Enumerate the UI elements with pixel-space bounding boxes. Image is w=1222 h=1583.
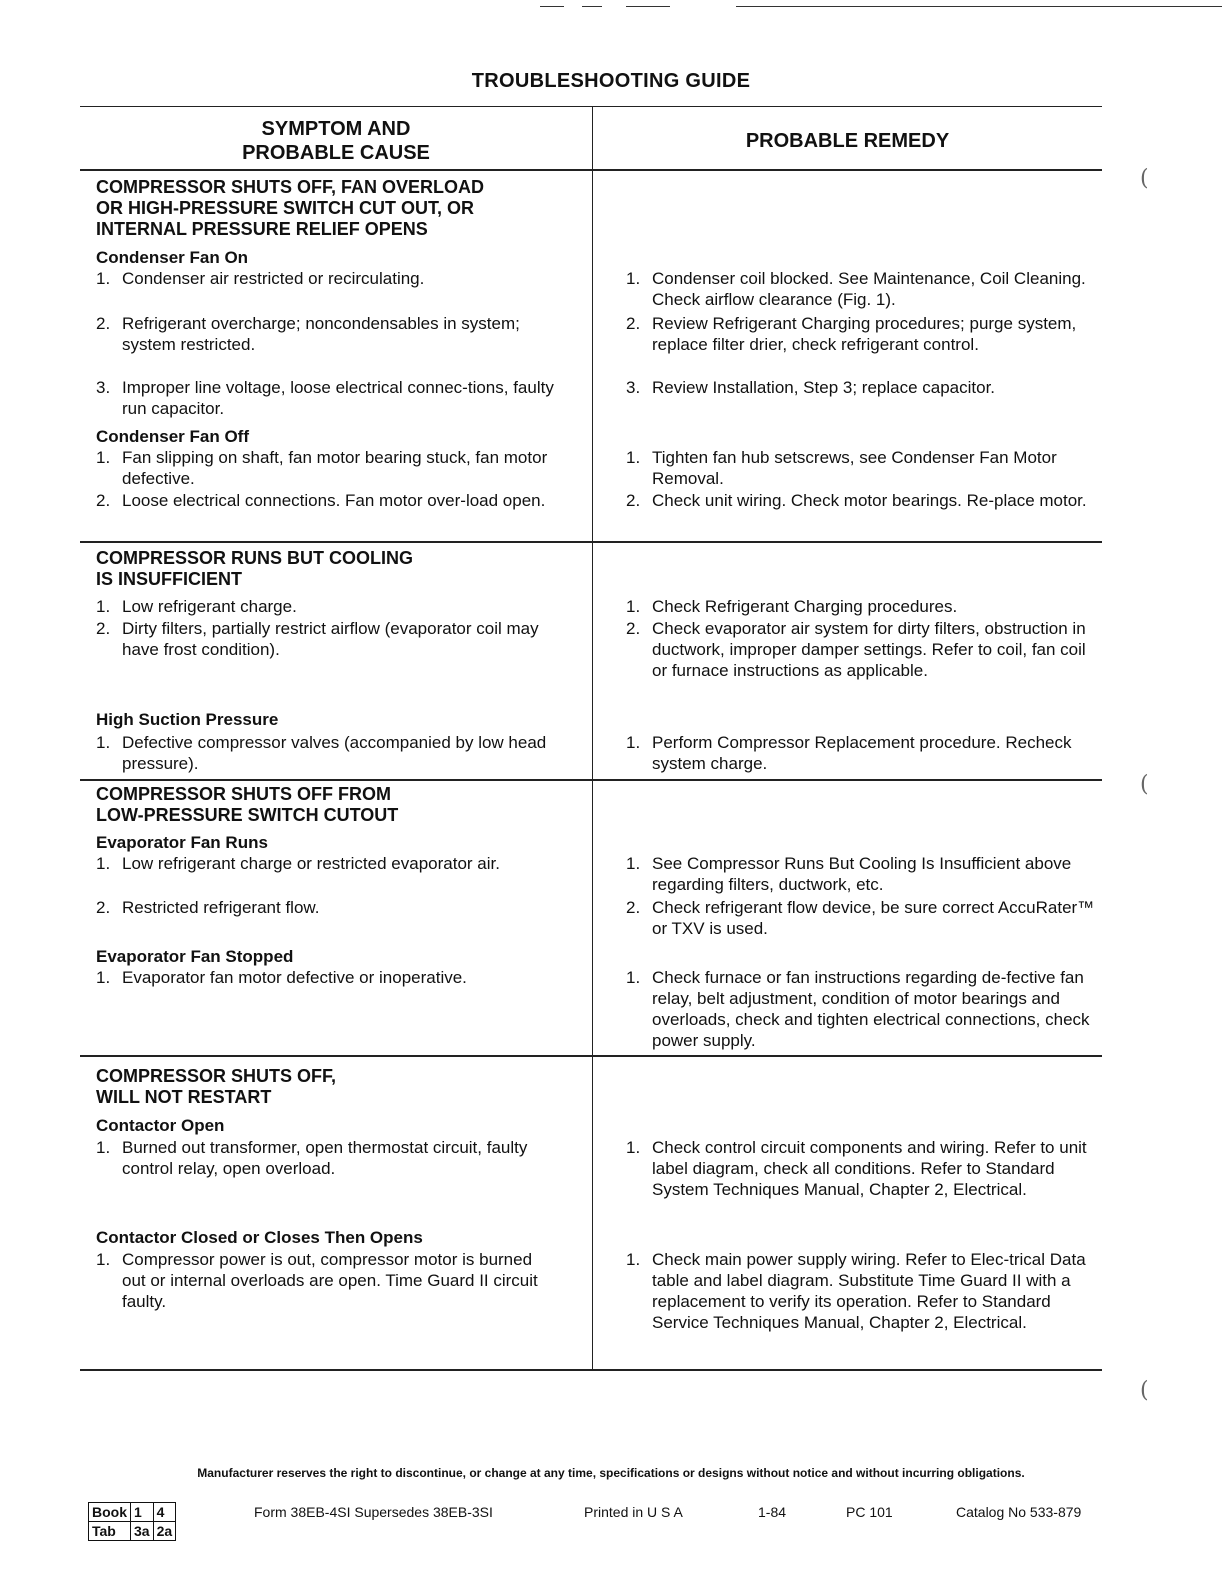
cause-item: 1. Low refrigerant charge or restricted evaporator air.: [96, 854, 500, 873]
subheading: High Suction Pressure: [96, 710, 279, 729]
section-title: COMPRESSOR RUNS BUT COOLING IS INSUFFICIENT: [96, 548, 414, 589]
troubleshooting-table: [80, 106, 1102, 1371]
cause-item: 1. Evaporator fan motor defective or inoperative.: [96, 968, 467, 987]
cause-item: 2. Loose electrical connections. Fan motor over-load open.: [96, 491, 546, 510]
section-fan-overload: [80, 171, 1102, 543]
cause-item: 1. Low refrigerant charge.: [96, 597, 297, 616]
cause-item: 1. Burned out transformer, open thermostat circuit, faulty control relay, open overload.: [96, 1138, 528, 1178]
remedy-item: 1. Check control circuit components and wiring. Refer to unit label diagram, check all conditions. Refer to Standard System Techniques Manual, Chapter 2, Electrical.: [626, 1138, 1087, 1199]
section-title: COMPRESSOR SHUTS OFF FROM LOW-PRESSURE SWITCH CUTOUT: [96, 784, 399, 825]
book-value-2: 4: [153, 1503, 176, 1522]
cause-item: 2. Refrigerant overcharge; noncondensables in system; system restricted.: [96, 314, 520, 354]
book-value-1: 1: [131, 1503, 154, 1522]
header-symptom: SYMPTOM AND PROBABLE CAUSE: [242, 118, 430, 164]
tab-label: Tab: [89, 1522, 131, 1541]
remedy-item: 1. Perform Compressor Replacement procedure. Recheck system charge.: [626, 733, 1072, 773]
remedy-item: 1. Tighten fan hub setscrews, see Condenser Fan Motor Removal.: [626, 448, 1057, 488]
remedy-item: 2. Check unit wiring. Check motor bearings. Re-place motor.: [626, 491, 1087, 510]
printed-in: Printed in U S A: [584, 1504, 683, 1520]
cause-item: 2. Dirty filters, partially restrict airflow (evaporator coil may have frost condition).: [96, 619, 539, 659]
remedy-item: 2. Review Refrigerant Charging procedures; purge system, replace filter drier, check refrigerant control.: [626, 314, 1077, 354]
scan-artifact-icon: (: [1140, 772, 1149, 797]
remedy-item: 1. Check Refrigerant Charging procedures.: [626, 597, 958, 616]
remedy-item: 2. Check refrigerant flow device, be sure correct AccuRater™ or TXV is used.: [626, 898, 1095, 938]
table-header: [80, 107, 1102, 171]
cause-item: 3. Improper line voltage, loose electrical connec-tions, faulty run capacitor.: [96, 378, 554, 418]
subheading: Condenser Fan On: [96, 248, 249, 267]
tab-value-2: 2a: [153, 1522, 176, 1541]
cause-item: 2. Restricted refrigerant flow.: [96, 898, 320, 917]
section-cooling-insufficient: [80, 543, 1102, 781]
remedy-item: 1. See Compressor Runs But Cooling Is Insufficient above regarding filters, ductwork, etc.: [626, 854, 1072, 894]
top-scan-marks: [540, 4, 1222, 10]
scan-artifact-icon: (: [1140, 1378, 1149, 1403]
section-title: COMPRESSOR SHUTS OFF, WILL NOT RESTART: [96, 1066, 337, 1107]
remedy-item: 1. Check main power supply wiring. Refer to Elec-trical Data table and label diagram. Substitute Time Guard II with a replacement to verify its operation. Refer to Standard Service Techniques Manual, Chapter 2, Electrical.: [626, 1250, 1086, 1332]
disclaimer: Manufacturer reserves the right to discontinue, or change at any time, specifications or designs without notice and without incurring obligations.: [197, 1466, 1025, 1480]
header-remedy: PROBABLE REMEDY: [745, 130, 950, 152]
section-low-pressure-cutout: [80, 781, 1102, 1057]
section-will-not-restart: [80, 1057, 1102, 1367]
section-title: COMPRESSOR SHUTS OFF, FAN OVERLOAD OR HIGH-PRESSURE SWITCH CUT OUT, OR INTERNAL PRESSURE RELIEF OPENS: [96, 177, 485, 239]
cause-item: 1. Defective compressor valves (accompanied by low head pressure).: [96, 733, 547, 773]
cause-item: 1. Fan slipping on shaft, fan motor bearing stuck, fan motor defective.: [96, 448, 548, 488]
book-label: Book: [89, 1503, 131, 1522]
cause-item: 1. Compressor power is out, compressor motor is burned out or internal overloads are open. Time Guard II circuit faulty.: [96, 1250, 538, 1311]
remedy-item: 1. Condenser coil blocked. See Maintenance, Coil Cleaning. Check airflow clearance (Fig. 1).: [626, 269, 1086, 309]
pc-code: PC 101: [846, 1504, 893, 1520]
remedy-item: 3. Review Installation, Step 3; replace capacitor.: [626, 378, 996, 397]
subheading: Contactor Closed or Closes Then Opens: [96, 1228, 423, 1247]
cause-item: 1. Condenser air restricted or recirculating.: [96, 269, 425, 288]
subheading: Condenser Fan Off: [96, 427, 250, 446]
subheading: Evaporator Fan Runs: [96, 833, 268, 852]
remedy-item: 1. Check furnace or fan instructions regarding de-fective fan relay, belt adjustment, condition of motor bearings and overloads, check and tighten electrical connections, check power supply.: [626, 968, 1090, 1050]
catalog-number: Catalog No 533-879: [956, 1504, 1082, 1520]
remedy-item: 2. Check evaporator air system for dirty filters, obstruction in ductwork, improper damper settings. Refer to coil, fan coil or furnace instructions as applicable.: [626, 619, 1086, 680]
book-tab-index: [88, 1502, 176, 1541]
subheading: Contactor Open: [96, 1116, 225, 1135]
form-number: Form 38EB-4SI Supersedes 38EB-3SI: [254, 1504, 493, 1520]
page-title: TROUBLESHOOTING GUIDE: [471, 70, 751, 92]
scan-artifact-icon: (: [1140, 166, 1149, 191]
print-date: 1-84: [758, 1504, 787, 1520]
subheading: Evaporator Fan Stopped: [96, 947, 294, 966]
tab-value-1: 3a: [131, 1522, 154, 1541]
